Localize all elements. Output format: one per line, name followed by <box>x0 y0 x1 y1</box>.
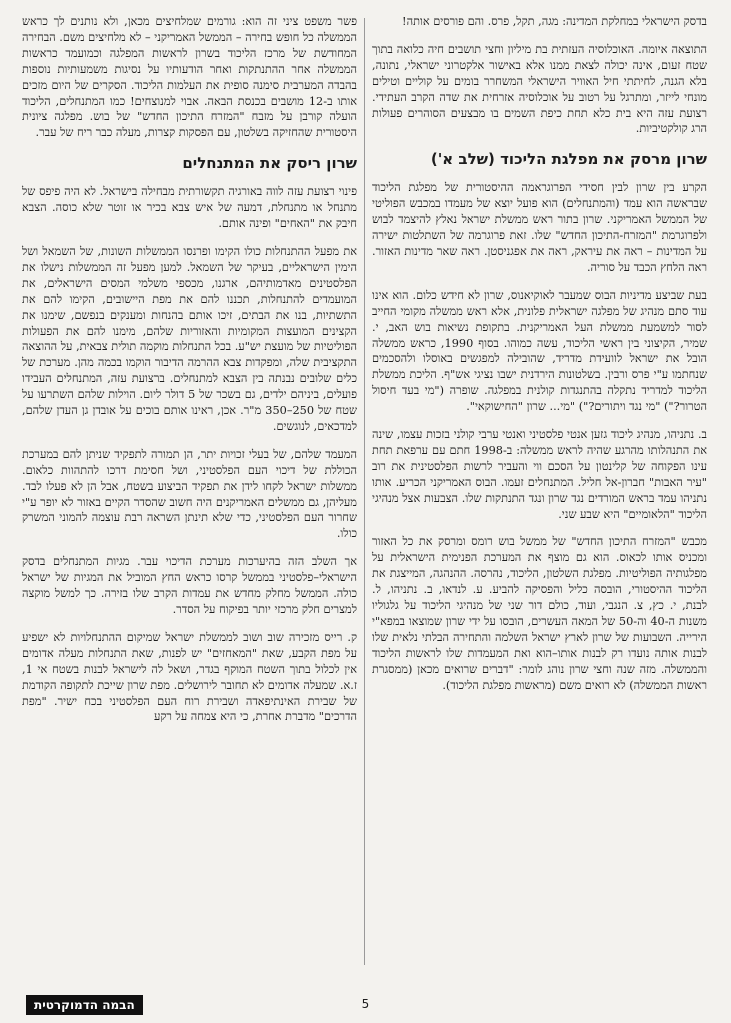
paragraph: בעת שביצע מדיניות הבוס שמעבר לאוקיאנוס, שרון לא חידש כלום. הוא אינו עוד סתם מנהיג של מפלגה ישראלית פלונית, אלא ראש ממשלה מקומי החייב לסור למשמעת ממשלת העל האמריקנית. בתקופת נשיאות בוש האב, י. שמיר, הקיצוני בין ראשי הליכוד, עשה כמוהו. בסוף 1990, כראש ממשלה הובל את ישראל לוועידת מדריד, שהובילה למפגשים באוסלו ולהסכמים שנחתמו ע"י פרס ורבין. בשלטונות הירדנית ישבו נציגי אש"ף. הליכת ממשלת הליכוד למדריד נתקלה בהתנגדות קולנית במפלגה. שופרה ("מי בעד חיסול הטרור?") "מי נגד ויתורים?") "מי... שרון "החישוקאי". <box>372 288 708 414</box>
section-heading: שרון ריסק את המתנחלים <box>182 154 357 173</box>
paragraph: הקרע בין שרון לבין חסידי הפרוגראמה ההיסטורית של מפלגת הליכוד שבראשה הוא עמד (והמתנחלים) הוא פועל יוצא של מעמדו במכבש הפוליטי של הממשל האמריקני. שרון בתור ראש ממשלת ישראל נאלץ להיצמד לבוש ולפרוגרמת "המזרח-התיכון החדש" שלו. זאת פרוגרמה של השתלטות ישירה על המדינות – ראה את עיראק, ראה את אפגניסטן. ראה שאר מדינות האזור. ראה הלחץ הכבד על סוריה. <box>372 181 707 274</box>
publication-name: הבמה הדמוקרטית <box>26 995 143 1015</box>
column-divider <box>364 18 365 965</box>
paragraph: את מפעל ההתנחלות כולו הקימו ופרנסו הממשלות השונות, של השמאל ושל הימין הישראליים, בעיקר של השמאל. למען מפעל זה הממשלות נישלו את הפלסטינים מאדמותיהם, ארגנו, מכספי משלמי המסים הישראלים, את המועמדים להתנחלות, תכננו להם את מפת היישובים, הקימו להם את התשתיות, בנו את הבתים, זיכו אותם בהנחות ומענקים בנפשם, שימנו את הקצינים המועצות המקומיות והאזוריות שלהם, מימנו להם את הפעולות הפוליטיות של מועצת יש"ע. בכל התנחלות מוקמה תולית צבאית, על ההוצאה התקציבית שלה, ומפקדות צבא ההרמה הדיבור הוקמו בכמה מהן. מערכת של כלים שלובים נבנתה בין הצבא למתנחלים. ברצועת עזה, המתנחלים העבידו פועלים, ביניהם ילדים, גם בשכר של 5 דולר ליום. הוילות שלהם השתרעו על שטח של 250–350 מ"ר. אכן, ראינו אותם בוכים על אובדן גן העדן שלהם, למדכאים, לנוגשים. <box>22 244 357 433</box>
paragraph: המעמד שלהם, של בעלי זכויות יתר, הן תמורה לתפקיד שניתן להם במערכת הכוללת של דיכוי העם הפלסטיני, ושל חסימת דרכו להתהוות כלאום. ממשלות ישראל לקחו לידן את תפקיד הביצוע בשטח, אבל הן לא פעלו לבד. מעליהן, גם ממשלים האמריקנים היה חשוב שהסדר הקיים באזור לא יופר ע"י שחרור העם הפלסטיני, כדי שלא תינתן השראה רבת עוצמה להמוני המשרק כולו. <box>22 447 357 541</box>
paragraph: פינוי רצועת עזה לווה באורגיה תקשורתית מבחילה בישראל. לא היה פיפס של מתנחל או מתנחלת, דמעה של איש צבא בכיר או זוטר שלא כוסה. הצבא חיבק את "האחים" ופינה אותם. <box>22 185 357 231</box>
paragraph: פשר משפט ציני זה הוא: גורמים שמלחיצים מכאן, ולא נותנים לך כראש הממשלה כל חופש בחירה – הממשל האמריקני – לא מלחיצים משם. הבחירה המחודשת של מרכז הליכוד בשרון לראשות המפלגה וכמועמד כראשות הממשלה אחר ההתנתקות ואחר הודעותיו על נסיגות משמעותיות נוספות בהבדה המערבית סימנה סופית את העלמות הליכוד. הסקרים של היום מזכים אותו ב-12 מושבים בכנסת הבאה. אבוי למנוצחים! כמו המתנחלים, הליכוד הועלה קורבן על מזבח "המזרח התיכון החדש" של בוש. מפלגה ציונית היסטורית שהחזיקה בשלטון, עם הפסקות קצרות, מעלה כבר ריח של עבר. <box>22 15 357 140</box>
paragraph: התוצאה איומה. האוכלוסיה העזתית בת מיליון וחצי תושבים חיה כלואה בתוך שטח זעום, אינה יכולה לצאת ממנו אלא באישור אלקטרוני ישראלי, נתונה, בלא הגנה, לחיתתי חיל האוויר הישראלי המשחרר בומים על קוליים וטילים מונחי לייזר, ומתרגל על רטוב על אוכלוסיה אזרחית את שדה הקרב העתידי. רצועת עזה היא בית כלא תחת כיפת השמים בו מבצעים הסוהרים פעולות הרג קולקטיביות. <box>372 42 707 136</box>
page-number: 5 <box>361 997 370 1011</box>
left-column <box>22 14 357 737</box>
paragraph: ק. רייס מזכירה שוב ושוב לממשלת ישראל שמיקום ההתנחלויות לא ישפיע על מפת הקבע, שאת "המאחזים" יש לפנות, שאת התנחלות מעלה אדומים אין לכלול בתוך השטח המוקף בגדר, ושאל לה לישראל לבנות בשטח אי 1, ז.א. שמעלה אדומים לא תחובר לירושלים. מפת שרון שייכת לתקופה הקודמת של שבירת האינתיפאדה ושבירת רוח העם הפלסטיני בכח ישיר. "מפת הדרכים" מדברת אחרת, כי היא צמחה על רקע <box>22 630 357 724</box>
paragraph: ב. נתניהו, מנהיג ליכוד גזען אנטי פלסטיני ואנטי ערבי קולני בזכות עצמו, שינה את התנהלותו מהרגע שהיה לראש ממשלה: ב-1998 חתם עם ערפאת תחת עינו הפקוחה של קלינטון על הסכם ווי והעביר לרשות הפלסטינית את רוב "עיר האבות" חברון-אל חליל. המתנחלים זעמו. הבוס האמריקני הכריע. אותו נתניהו עמד בראש המורדים נגד שרון ונגד התנתקות שלו. הצבעות אצל מנהיגי הליכוד "הלאומיים" היא שבע שני. <box>372 428 707 521</box>
section-heading: שרון מרסק את מפלגת הליכוד (שלב א') <box>430 150 707 169</box>
paragraph: בדסק הישראלי במחלקת המדינה: מגה, תקל, פרס. והם פורסים אותה! <box>402 15 707 28</box>
paragraph: אך השלב הזה בהיערכות מערכת הדיכוי עבר. מגיות המתנחלים בדסק הישראלי–פלסטיני בממשל קרסו כראש החץ המוביל את המגיות של ישראל כולה. הממשל מחלק מחדש את עמדות הקרב שלו בזירה. כך למשל מוקצה למצרים חלק מרכזי יותר בפיקוח על הסדר. <box>22 555 357 616</box>
paragraph: מכבש "המזרח התיכון החדש" של ממשל בוש רומס ומרסק את כל האזור ומכניס אותו לכאוס. הוא גם מוצף את המערכת הפנימית הישראלית על מפלגותיה הפוליטיות. מפלגת השלטון, הליכוד, נהרסה. ההנהגה, המייצגת את הליכוד ההיסטורי, הובסה כליל והפסיקה להביע. ע. לנדאו, ב. נתניהו, ל. לבנת, י. כץ, צ. הנגבי, ועוד, כולם דור שני של מנהיגי הליכוד על גלגוליו משנות ה-40 וה-50 של המאה העשרים, הובסו על ידי שרון שמוצאו במפא"י הירייה. השבועות של שרון לארץ ישראל השלמה והתחירה הבלתי נלאית שלו לבנות אותה נועדו רק לבנות אותו–הוא ואת המעמדות שלו לראשות הליכוד והממשלה. מזה שנה וחצי שרון נוהג לומר: "דברים שרואים מכאן (ממסגרת ראשות הממשלה) לא רואים משם (מראשות מפלגת הליכוד). <box>372 535 708 692</box>
right-column <box>372 14 707 706</box>
